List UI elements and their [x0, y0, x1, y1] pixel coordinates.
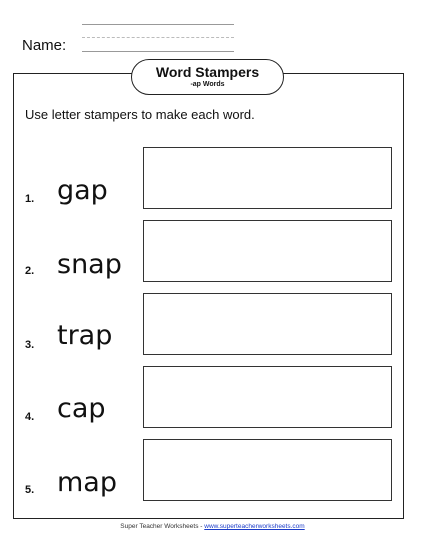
item-word: cap [57, 393, 106, 424]
footer-separator: - [200, 523, 203, 530]
worksheet-title: Word Stampers [155, 64, 260, 80]
footer-link[interactable]: www.superteacherworksheets.com [204, 523, 305, 530]
answer-box[interactable] [143, 439, 392, 501]
footer [0, 523, 425, 530]
item-word: gap [57, 175, 108, 206]
name-line-bottom[interactable] [82, 51, 234, 52]
name-label: Name: [22, 37, 67, 54]
item-word: snap [57, 249, 122, 280]
title-banner [131, 59, 284, 95]
name-line-top [82, 24, 234, 25]
item-number: 1. [25, 193, 35, 205]
name-line-dashed [82, 37, 234, 38]
item-number: 5. [25, 484, 35, 496]
answer-box[interactable] [143, 293, 392, 355]
item-number: 4. [25, 411, 35, 423]
instructions: Use letter stampers to make each word. [25, 107, 255, 122]
answer-box[interactable] [143, 220, 392, 282]
item-number: 2. [25, 265, 35, 277]
answer-box[interactable] [143, 366, 392, 428]
item-word: map [57, 467, 117, 498]
footer-brand: Super Teacher Worksheets [120, 523, 199, 530]
item-number: 3. [25, 339, 35, 351]
answer-box[interactable] [143, 147, 392, 209]
item-word: trap [57, 320, 113, 351]
worksheet-subtitle: -ap Words [190, 81, 225, 88]
